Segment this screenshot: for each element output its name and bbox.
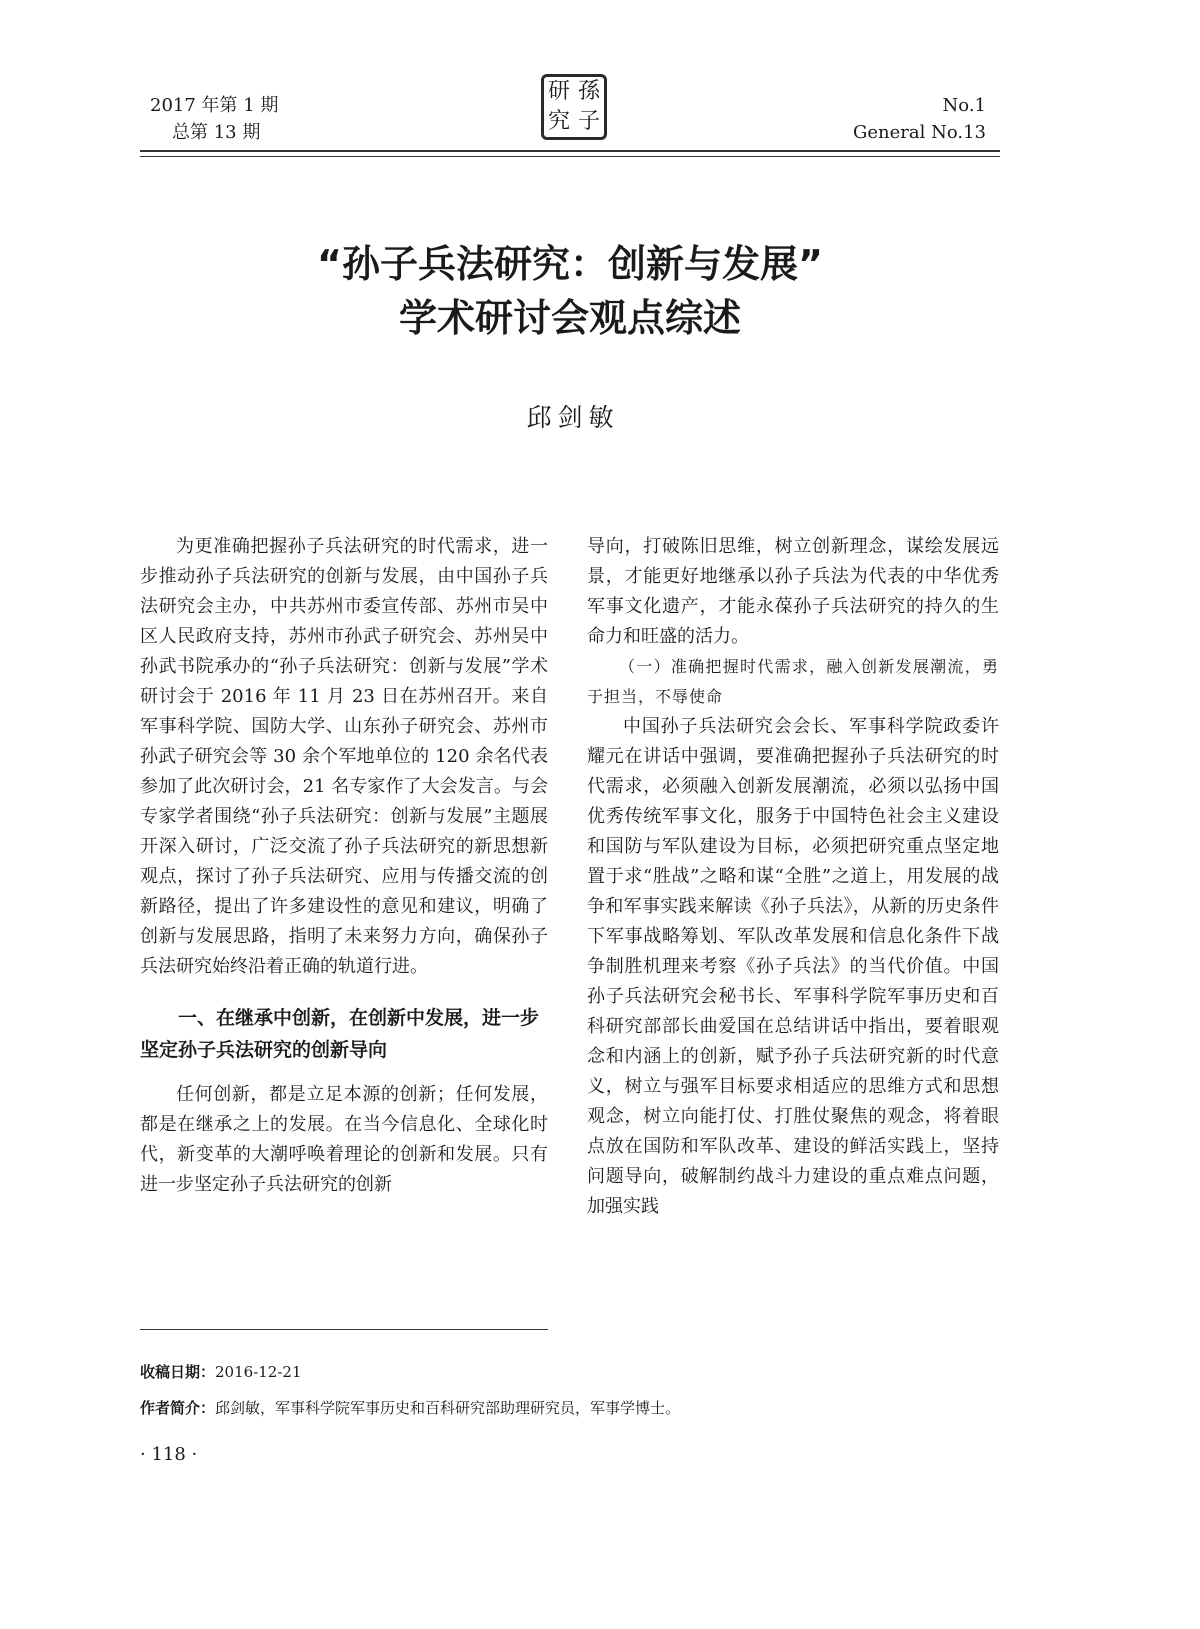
seal-char: 究 [547, 109, 570, 134]
article-title-line1: “孙子兵法研究：创新与发展” [317, 242, 823, 286]
body-paragraph: 任何创新，都是立足本源的创新；任何发展，都是在继承之上的发展。在当今信息化、全球化时代，新变革的大潮呼唤着理论的创新和发展。只有进一步坚定孙子兵法研究的创新 [140, 1084, 548, 1195]
seal-char: 研 [547, 79, 570, 104]
seal-char: 子 [577, 109, 600, 134]
author-name: 邱剑敏 [526, 403, 620, 432]
header-rule-thin [140, 156, 1000, 157]
seal-char: 孫 [577, 79, 600, 104]
journal-issue-en [853, 92, 986, 146]
article-title-line2: 学术研讨会观点综述 [398, 296, 741, 340]
issue-number-en: No.1 [942, 95, 986, 116]
page-number: · 118 · [140, 1444, 198, 1465]
received-date [140, 1361, 302, 1383]
footnote-value: 2016-12-21 [215, 1363, 302, 1381]
section-heading: 一、在继承中创新，在创新中发展，进一步坚定孙子兵法研究的创新导向 [140, 1007, 540, 1061]
footnote-label: 收稿日期： [140, 1363, 216, 1381]
total-issue-en: General No.13 [853, 122, 986, 143]
footnote-rule [140, 1329, 548, 1330]
total-issue-cn: 总第 13 期 [172, 122, 261, 143]
footnote-value: 邱剑敏，军事科学院军事历史和百科研究部助理研究员，军事学博士。 [215, 1399, 681, 1417]
footnote-label: 作者简介： [140, 1399, 216, 1417]
body-paragraph: 导向，打破陈旧思维，树立创新理念，谋绘发展远景，才能更好地继承以孙子兵法为代表的中华优秀军事文化遗产，才能永葆孙子兵法研究的持久的生命力和旺盛的活力。 [587, 536, 999, 647]
header-rule [140, 150, 1000, 152]
right-column [587, 532, 999, 1222]
body-paragraph: 中国孙子兵法研究会会长、军事科学院政委许耀元在讲话中强调，要准确把握孙子兵法研究的时代需求，必须融入创新发展潮流，必须以弘扬中国优秀传统军事文化，服务于中国特色社会主义建设和国防与军队建设为目标，必须把研究重点坚定地置于求“胜战”之略和谋“全胜”之道上，用发展的战争和军事实践来解读《孙子兵法》，从新的历史条件下军事战略筹划、军队改革发展和信息化条件下战争制胜机理来考察《孙子兵法》的当代价值。中国孙子兵法研究会秘书长、军事科学院军事历史和百科研究部部长曲爱国在总结讲话中指出，要着眼观念和内涵上的创新，赋予孙子兵法研究新的时代意义，树立与强军目标要求相适应的思维方式和思想观念，树立向能打仗、打胜仗聚焦的观念，将着眼点放在国防和军队改革、建设的鲜活实践上，坚持问题导向，破解制约战斗力建设的重点难点问题，加强实践 [587, 716, 999, 1217]
left-column [140, 532, 548, 1200]
journal-issue [150, 92, 278, 146]
journal-seal-logo [541, 74, 607, 140]
body-paragraph: 为更准确把握孙子兵法研究的时代需求，进一步推动孙子兵法研究的创新与发展，由中国孙子兵法研究会主办，中共苏州市委宣传部、苏州市吴中区人民政府支持，苏州市孙武子研究会、苏州吴中孙武书院承办的“孙子兵法研究：创新与发展”学术研讨会于 2016 年 11 月 23 日在苏州召开。来自军事科学院、国防大学、山东孙子研究会、苏州市孙武子研究会等 30 余个军地单位的 120 余名代表参加了此次研讨会，21 名专家作了大会发言。与会专家学者围绕“孙子兵法研究：创新与发展”主题展开深入研讨，广泛交流了孙子兵法研究的新思想新观点，探讨了孙子兵法研究、应用与传播交流的创新路径，提出了许多建设性的意见和建议，明确了创新与发展思路，指明了未来努力方向，确保孙子兵法研究始终沿着正确的轨道行进。 [140, 536, 548, 977]
subsection-heading: （一）准确把握时代需求，融入创新发展潮流，勇于担当，不辱使命 [587, 657, 999, 706]
issue-number-cn: 2017 年第 1 期 [150, 95, 279, 116]
author-bio [140, 1397, 680, 1419]
